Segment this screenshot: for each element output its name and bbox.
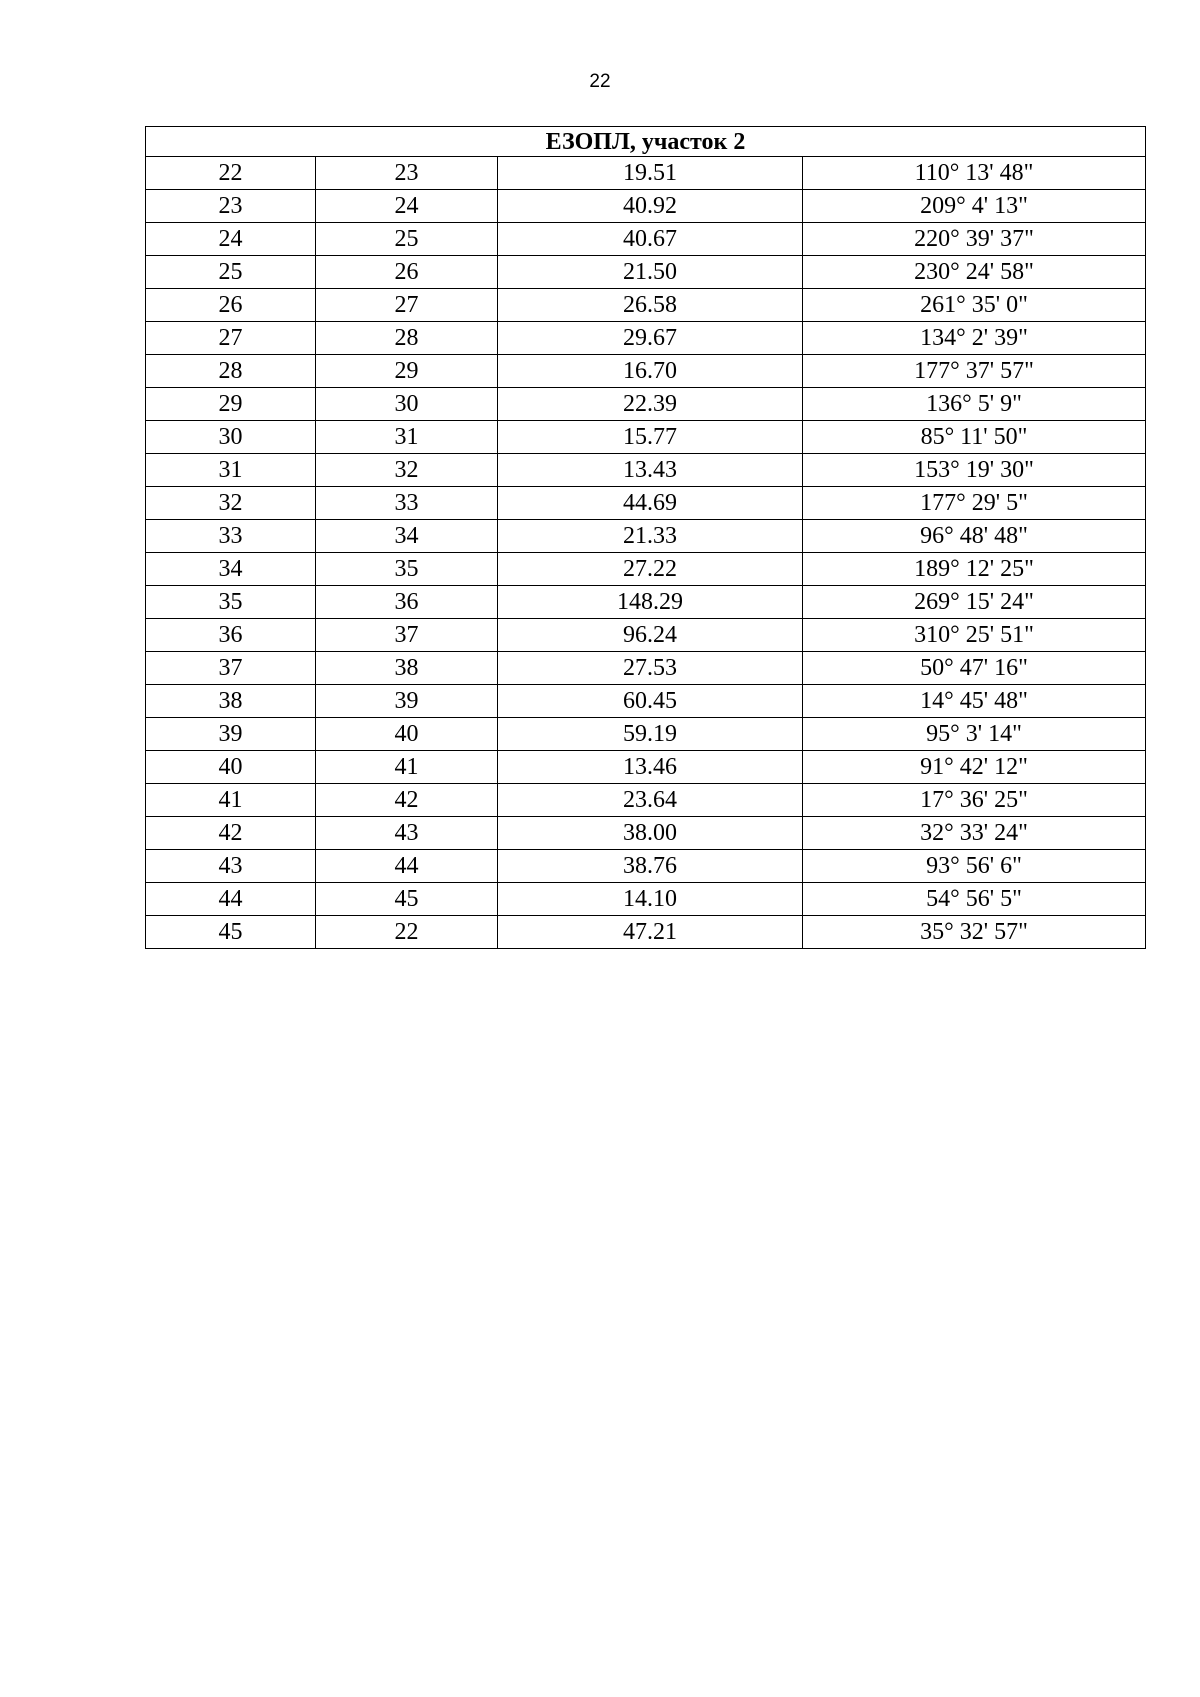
distance-cell: 96.24 [498,619,803,652]
distance-cell: 23.64 [498,784,803,817]
bearing-cell: 220° 39' 37" [803,223,1146,256]
table-row [146,817,1146,850]
to-point-cell: 29 [316,355,498,388]
from-point-cell: 41 [146,784,316,817]
from-point-cell: 25 [146,256,316,289]
to-point-cell: 40 [316,718,498,751]
bearing-cell: 134° 2' 39" [803,322,1146,355]
distance-cell: 40.92 [498,190,803,223]
to-point-cell: 38 [316,652,498,685]
distance-cell: 59.19 [498,718,803,751]
table-row [146,718,1146,751]
to-point-cell: 36 [316,586,498,619]
to-point-cell: 32 [316,454,498,487]
distance-cell: 38.00 [498,817,803,850]
table-row [146,421,1146,454]
to-point-cell: 45 [316,883,498,916]
distance-cell: 21.50 [498,256,803,289]
bearing-cell: 93° 56' 6" [803,850,1146,883]
from-point-cell: 23 [146,190,316,223]
distance-cell: 148.29 [498,586,803,619]
to-point-cell: 25 [316,223,498,256]
from-point-cell: 34 [146,553,316,586]
page-number: 22 [589,71,611,92]
to-point-cell: 28 [316,322,498,355]
table-row [146,487,1146,520]
bearing-cell: 54° 56' 5" [803,883,1146,916]
from-point-cell: 24 [146,223,316,256]
distance-cell: 27.53 [498,652,803,685]
distance-cell: 19.51 [498,157,803,190]
table-row [146,751,1146,784]
to-point-cell: 35 [316,553,498,586]
table-row [146,520,1146,553]
distance-cell: 40.67 [498,223,803,256]
distance-cell: 29.67 [498,322,803,355]
table-row [146,454,1146,487]
table-row [146,256,1146,289]
to-point-cell: 24 [316,190,498,223]
from-point-cell: 29 [146,388,316,421]
table-caption: ЕЗОПЛ, участок 2 [146,127,1146,157]
table-row [146,289,1146,322]
distance-cell: 15.77 [498,421,803,454]
table-row [146,850,1146,883]
bearing-cell: 136° 5' 9" [803,388,1146,421]
bearing-cell: 91° 42' 12" [803,751,1146,784]
distance-cell: 13.46 [498,751,803,784]
from-point-cell: 22 [146,157,316,190]
to-point-cell: 44 [316,850,498,883]
from-point-cell: 39 [146,718,316,751]
bearing-cell: 17° 36' 25" [803,784,1146,817]
distance-cell: 16.70 [498,355,803,388]
table-caption-row [146,127,1146,157]
distance-cell: 60.45 [498,685,803,718]
table-row [146,553,1146,586]
bearing-cell: 32° 33' 24" [803,817,1146,850]
distance-cell: 44.69 [498,487,803,520]
table-body [146,127,1146,949]
from-point-cell: 42 [146,817,316,850]
to-point-cell: 39 [316,685,498,718]
distance-cell: 21.33 [498,520,803,553]
from-point-cell: 40 [146,751,316,784]
to-point-cell: 43 [316,817,498,850]
from-point-cell: 45 [146,916,316,949]
to-point-cell: 30 [316,388,498,421]
bearing-cell: 96° 48' 48" [803,520,1146,553]
table-row [146,883,1146,916]
distance-cell: 13.43 [498,454,803,487]
to-point-cell: 42 [316,784,498,817]
to-point-cell: 23 [316,157,498,190]
table-row [146,619,1146,652]
boundary-table [145,126,1146,949]
from-point-cell: 27 [146,322,316,355]
bearing-cell: 177° 29' 5" [803,487,1146,520]
to-point-cell: 31 [316,421,498,454]
distance-cell: 22.39 [498,388,803,421]
from-point-cell: 35 [146,586,316,619]
distance-cell: 14.10 [498,883,803,916]
bearing-cell: 14° 45' 48" [803,685,1146,718]
bearing-cell: 153° 19' 30" [803,454,1146,487]
bearing-cell: 189° 12' 25" [803,553,1146,586]
bearing-cell: 110° 13' 48" [803,157,1146,190]
table-row [146,355,1146,388]
bearing-cell: 310° 25' 51" [803,619,1146,652]
from-point-cell: 37 [146,652,316,685]
from-point-cell: 36 [146,619,316,652]
from-point-cell: 33 [146,520,316,553]
from-point-cell: 28 [146,355,316,388]
to-point-cell: 37 [316,619,498,652]
from-point-cell: 30 [146,421,316,454]
distance-cell: 38.76 [498,850,803,883]
to-point-cell: 27 [316,289,498,322]
to-point-cell: 34 [316,520,498,553]
table-row [146,388,1146,421]
to-point-cell: 33 [316,487,498,520]
from-point-cell: 32 [146,487,316,520]
bearing-cell: 269° 15' 24" [803,586,1146,619]
bearing-cell: 85° 11' 50" [803,421,1146,454]
to-point-cell: 22 [316,916,498,949]
table-row [146,157,1146,190]
from-point-cell: 38 [146,685,316,718]
bearing-cell: 95° 3' 14" [803,718,1146,751]
table-row [146,784,1146,817]
table-row [146,916,1146,949]
table-row [146,652,1146,685]
distance-cell: 26.58 [498,289,803,322]
to-point-cell: 41 [316,751,498,784]
bearing-cell: 50° 47' 16" [803,652,1146,685]
bearing-cell: 35° 32' 57" [803,916,1146,949]
bearing-cell: 209° 4' 13" [803,190,1146,223]
bearing-cell: 177° 37' 57" [803,355,1146,388]
distance-cell: 47.21 [498,916,803,949]
table-row [146,586,1146,619]
to-point-cell: 26 [316,256,498,289]
distance-cell: 27.22 [498,553,803,586]
bearing-cell: 230° 24' 58" [803,256,1146,289]
from-point-cell: 44 [146,883,316,916]
table-row [146,685,1146,718]
from-point-cell: 43 [146,850,316,883]
table-row [146,223,1146,256]
bearing-cell: 261° 35' 0" [803,289,1146,322]
table-row [146,322,1146,355]
table-row [146,190,1146,223]
from-point-cell: 31 [146,454,316,487]
from-point-cell: 26 [146,289,316,322]
